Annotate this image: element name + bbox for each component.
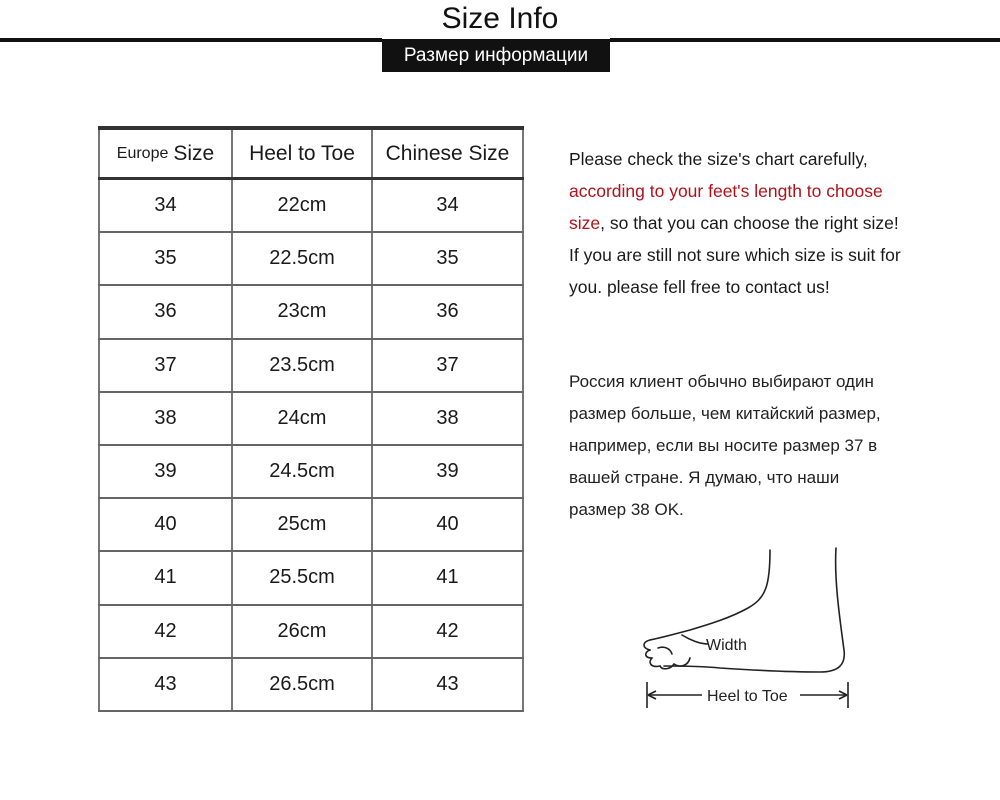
table-row <box>98 233 524 286</box>
ru-line: размер 38 OK. <box>569 500 684 519</box>
notice-line: If you are still not sure which size is suit for <box>569 245 901 265</box>
ru-line: Россия клиент обычно выбирают один <box>569 372 874 391</box>
table-row <box>98 340 524 393</box>
english-notice <box>569 143 949 303</box>
cell-chinese-size: 41 <box>373 552 524 603</box>
cell-chinese-size: 35 <box>373 233 524 284</box>
cell-europe-size: 40 <box>98 499 233 550</box>
header-rule-right <box>610 38 1000 42</box>
cell-europe-size: 43 <box>98 659 233 710</box>
cell-heel-to-toe: 23.5cm <box>233 340 373 391</box>
cell-chinese-size: 37 <box>373 340 524 391</box>
cell-europe-size: 34 <box>98 180 233 231</box>
cell-heel-to-toe: 26.5cm <box>233 659 373 710</box>
table-row <box>98 499 524 552</box>
notice-line-rest: , so that you can choose the right size! <box>600 213 899 233</box>
page-title: Size Info <box>441 2 559 35</box>
header-heel-to-toe: Heel to Toe <box>233 130 373 177</box>
heel-to-toe-label: Heel to Toe <box>707 688 788 705</box>
table-row <box>98 446 524 499</box>
ru-line: вашей стране. Я думаю, что наши <box>569 468 840 487</box>
notice-line: Please check the size's chart carefully, <box>569 149 868 169</box>
cell-heel-to-toe: 25cm <box>233 499 373 550</box>
table-row <box>98 552 524 605</box>
table-row <box>98 286 524 339</box>
table-row <box>98 393 524 446</box>
header-europe-label: Europe <box>116 144 169 162</box>
cell-chinese-size: 39 <box>373 446 524 497</box>
cell-chinese-size: 43 <box>373 659 524 710</box>
cell-europe-size: 39 <box>98 446 233 497</box>
cell-europe-size: 37 <box>98 340 233 391</box>
table-header-row <box>98 130 524 180</box>
header-europe-size <box>98 130 233 177</box>
cell-chinese-size: 34 <box>373 180 524 231</box>
notice-line <box>569 207 949 239</box>
cell-europe-size: 38 <box>98 393 233 444</box>
ru-line: например, если вы носите размер 37 в <box>569 436 878 455</box>
cell-chinese-size: 38 <box>373 393 524 444</box>
cell-heel-to-toe: 23cm <box>233 286 373 337</box>
cell-heel-to-toe: 22.5cm <box>233 233 373 284</box>
cell-heel-to-toe: 25.5cm <box>233 552 373 603</box>
cell-chinese-size: 40 <box>373 499 524 550</box>
cell-heel-to-toe: 22cm <box>233 180 373 231</box>
table-body <box>98 180 524 712</box>
notice-line: you. please fell free to contact us! <box>569 277 830 297</box>
size-table <box>98 126 524 712</box>
header-size-label: Size <box>173 141 215 165</box>
cell-chinese-size: 42 <box>373 606 524 657</box>
table-row <box>98 180 524 233</box>
cell-europe-size: 35 <box>98 233 233 284</box>
cell-heel-to-toe: 24.5cm <box>233 446 373 497</box>
russian-notice <box>569 366 949 526</box>
cell-chinese-size: 36 <box>373 286 524 337</box>
width-label: Width <box>706 637 747 654</box>
cell-heel-to-toe: 26cm <box>233 606 373 657</box>
ru-line: размер больше, чем китайский размер, <box>569 404 881 423</box>
table-row <box>98 659 524 712</box>
header-chinese-size: Chinese Size <box>373 130 524 177</box>
cell-europe-size: 36 <box>98 286 233 337</box>
foot-measure-diagram <box>630 540 870 720</box>
notice-line-highlight: according to your feet's length to choose <box>569 181 883 201</box>
notice-highlight-size: size <box>569 213 601 233</box>
cell-heel-to-toe: 24cm <box>233 393 373 444</box>
cell-europe-size: 42 <box>98 606 233 657</box>
page-subtitle: Размер информации <box>382 39 610 72</box>
header-rule-left <box>0 38 382 42</box>
cell-europe-size: 41 <box>98 552 233 603</box>
table-row <box>98 606 524 659</box>
